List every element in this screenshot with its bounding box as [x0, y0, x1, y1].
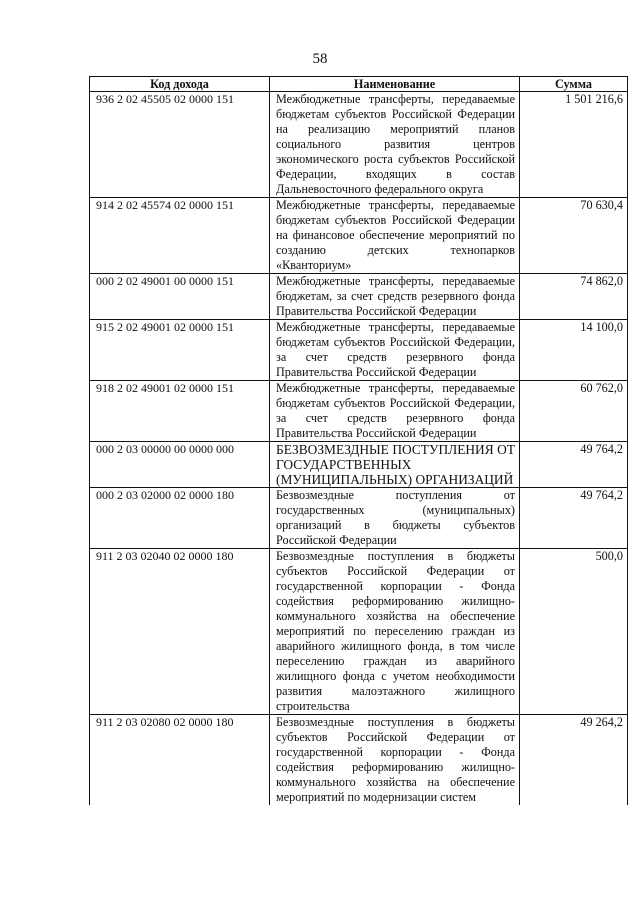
- header-code: Код дохода: [90, 77, 270, 92]
- row-name: Межбюджетные трансферты, передаваемые бюджетам субъектов Российской Федерации на финансовое обеспечение мероприятий по созданию детских технопарков «Кванториум»: [270, 198, 520, 274]
- page-number: 58: [312, 51, 328, 67]
- row-sum: 14 100,0: [520, 320, 628, 381]
- row-name: Межбюджетные трансферты, передаваемые бюджетам субъектов Российской Федерации, за счет средств резервного фонда Правительства Российской Федерации: [270, 320, 520, 381]
- row-sum: 49 264,2: [520, 715, 628, 806]
- table-row: [90, 92, 628, 198]
- row-name: Межбюджетные трансферты, передаваемые бюджетам субъектов Российской Федерации на реализацию мероприятий планов социального развития центров экономического роста субъектов Российской Федерации, входящих в состав Дальневосточного федерального округа: [270, 92, 520, 198]
- table-row: [90, 320, 628, 381]
- table-row: [90, 274, 628, 320]
- table-row: [90, 715, 628, 806]
- revenue-table: [89, 76, 628, 805]
- row-code: 914 2 02 45574 02 0000 151: [90, 198, 270, 274]
- table-row: [90, 488, 628, 549]
- row-sum: 1 501 216,6: [520, 92, 628, 198]
- row-code: 000 2 02 49001 00 0000 151: [90, 274, 270, 320]
- row-code: 915 2 02 49001 02 0000 151: [90, 320, 270, 381]
- row-sum: 500,0: [520, 549, 628, 715]
- row-sum: 60 762,0: [520, 381, 628, 442]
- row-code: 918 2 02 49001 02 0000 151: [90, 381, 270, 442]
- table-row: [90, 442, 628, 488]
- row-sum: 70 630,4: [520, 198, 628, 274]
- row-code: 000 2 03 00000 00 0000 000: [90, 442, 270, 488]
- page-bottom-margin: [0, 857, 640, 905]
- row-code: 000 2 03 02000 02 0000 180: [90, 488, 270, 549]
- row-code: 936 2 02 45505 02 0000 151: [90, 92, 270, 198]
- table-row: [90, 381, 628, 442]
- header-sum: Сумма: [520, 77, 628, 92]
- row-code: 911 2 03 02040 02 0000 180: [90, 549, 270, 715]
- row-sum: 74 862,0: [520, 274, 628, 320]
- row-name: Межбюджетные трансферты, передаваемые бюджетам субъектов Российской Федерации, за счет средств резервного фонда Правительства Российской Федерации: [270, 381, 520, 442]
- header-name: Наименование: [270, 77, 520, 92]
- table-row: [90, 549, 628, 715]
- row-name: Межбюджетные трансферты, передаваемые бюджетам, за счет средств резервного фонда Правительства Российской Федерации: [270, 274, 520, 320]
- row-sum: 49 764,2: [520, 442, 628, 488]
- table-row: [90, 198, 628, 274]
- row-sum: 49 764,2: [520, 488, 628, 549]
- row-code: 911 2 03 02080 02 0000 180: [90, 715, 270, 806]
- table-header-row: [90, 77, 628, 92]
- row-name: Безвозмездные поступления от государственных (муниципальных) организаций в бюджеты субъектов Российской Федерации: [270, 488, 520, 549]
- row-name: БЕЗВОЗМЕЗДНЫЕ ПОСТУПЛЕНИЯ ОТ ГОСУДАРСТВЕННЫХ (МУНИЦИПАЛЬНЫХ) ОРГАНИЗАЦИЙ: [270, 442, 520, 488]
- row-name: Безвозмездные поступления в бюджеты субъектов Российской Федерации от государственной корпорации - Фонда содействия реформированию жилищно-коммунального хозяйства на обеспечение мероприятий по переселению граждан из аварийного жилищного фонда, в том числе переселению граждан из аварийного жилищного фонда с учетом необходимости развития малоэтажного жилищного строительства: [270, 549, 520, 715]
- row-name: Безвозмездные поступления в бюджеты субъектов Российской Федерации от государственной корпорации - Фонда содействия реформированию жилищно-коммунального хозяйства на обеспечение мероприятий по модернизации систем: [270, 715, 520, 806]
